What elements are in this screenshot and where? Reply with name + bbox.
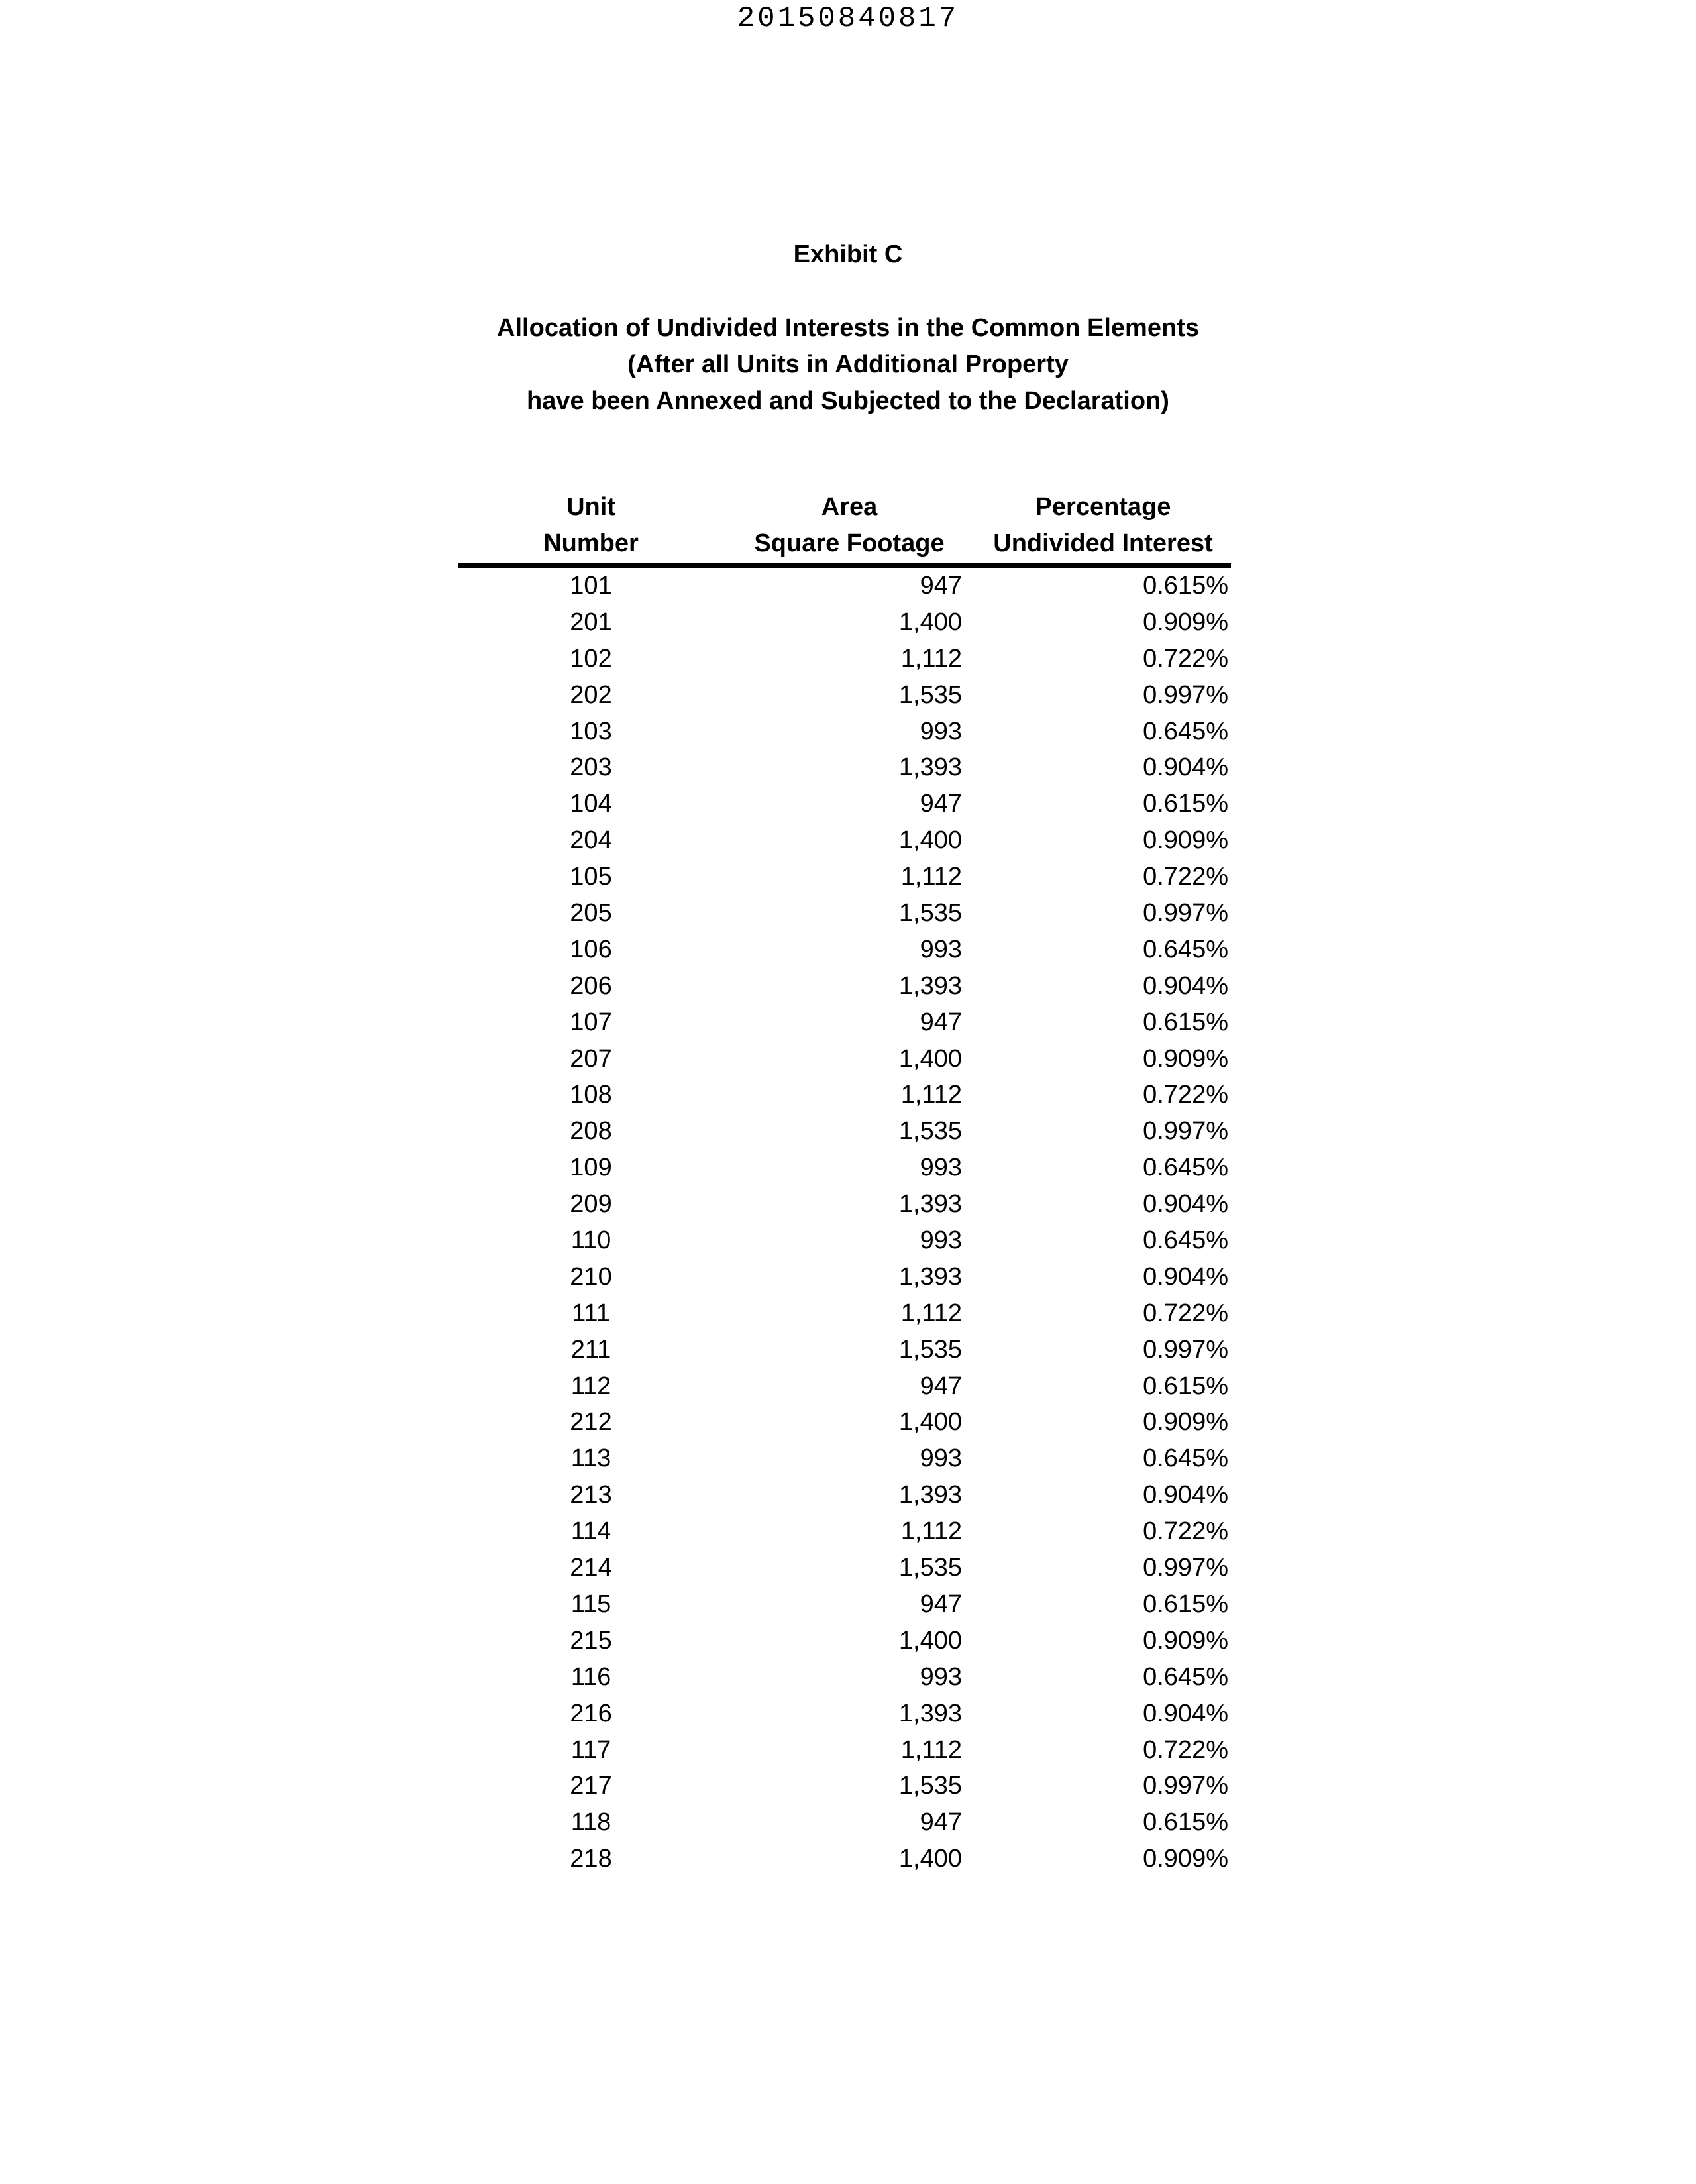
table-row [458, 568, 1231, 604]
header-line: Percentage [1035, 493, 1171, 521]
area-cell: 947 [920, 790, 962, 818]
percentage-cell: 0.909% [1143, 826, 1228, 855]
unit-number-cell: 201 [570, 608, 612, 636]
table-body [458, 568, 1231, 1877]
area-cell: 1,535 [898, 899, 962, 928]
document-number: 20150840817 [737, 2, 959, 35]
area-cell: 1,393 [898, 1190, 962, 1219]
percentage-cell: 0.722% [1143, 644, 1228, 673]
percentage-cell: 0.645% [1143, 1445, 1228, 1473]
unit-number-cell: 213 [570, 1481, 612, 1509]
table-row [458, 1186, 1231, 1223]
table-row [458, 859, 1231, 895]
percentage-cell: 0.909% [1143, 1044, 1228, 1073]
table-row [458, 1005, 1231, 1041]
unit-number-cell: 112 [570, 1372, 611, 1400]
area-cell: 1,400 [898, 1845, 962, 1873]
area-cell: 1,400 [898, 1626, 962, 1655]
table-row [458, 1477, 1231, 1513]
table-row [458, 1332, 1231, 1368]
percentage-cell: 0.997% [1143, 1335, 1228, 1364]
percentage-cell: 0.909% [1143, 1845, 1228, 1873]
percentage-cell: 0.645% [1143, 1154, 1228, 1182]
table-row [458, 1368, 1231, 1405]
table-row [458, 895, 1231, 932]
header-line: Unit [566, 493, 615, 521]
unit-number-cell: 113 [570, 1445, 611, 1473]
area-cell: 1,393 [898, 1262, 962, 1291]
percentage-cell: 0.722% [1143, 1735, 1228, 1764]
area-cell: 1,112 [900, 863, 962, 891]
area-cell: 1,535 [898, 1335, 962, 1364]
area-cell: 1,112 [900, 1299, 962, 1327]
header-area-square-footage [723, 489, 975, 562]
allocation-table [458, 489, 1231, 1877]
percentage-cell: 0.997% [1143, 681, 1228, 709]
area-cell: 947 [920, 1372, 962, 1400]
table-row [458, 1804, 1231, 1841]
unit-number-cell: 209 [570, 1190, 612, 1219]
unit-number-cell: 214 [570, 1554, 612, 1582]
percentage-cell: 0.997% [1143, 1772, 1228, 1800]
unit-number-cell: 117 [570, 1735, 611, 1764]
table-row [458, 786, 1231, 822]
area-cell: 1,535 [898, 1117, 962, 1146]
percentage-cell: 0.615% [1143, 1590, 1228, 1618]
area-cell: 947 [920, 1590, 962, 1618]
table-row [458, 968, 1231, 1005]
area-cell: 1,393 [898, 971, 962, 1000]
unit-number-cell: 115 [570, 1590, 611, 1618]
area-cell: 1,400 [898, 1044, 962, 1073]
unit-number-cell: 105 [570, 863, 612, 891]
table-row [458, 1441, 1231, 1477]
area-cell: 1,112 [900, 1517, 962, 1546]
unit-number-cell: 118 [570, 1808, 611, 1837]
table-row [458, 677, 1231, 714]
unit-number-cell: 108 [570, 1081, 612, 1109]
table-row [458, 1404, 1231, 1441]
unit-number-cell: 114 [570, 1517, 611, 1546]
table-row [458, 1841, 1231, 1877]
unit-number-cell: 216 [570, 1699, 612, 1727]
percentage-cell: 0.904% [1143, 753, 1228, 782]
percentage-cell: 0.645% [1143, 1663, 1228, 1691]
percentage-cell: 0.722% [1143, 863, 1228, 891]
table-row [458, 1513, 1231, 1550]
area-cell: 1,393 [898, 753, 962, 782]
table-row [458, 604, 1231, 641]
unit-number-cell: 109 [570, 1154, 612, 1182]
unit-number-cell: 206 [570, 971, 612, 1000]
area-cell: 1,535 [898, 1772, 962, 1800]
area-cell: 1,400 [898, 826, 962, 855]
area-cell: 1,400 [898, 608, 962, 636]
table-row [458, 1550, 1231, 1586]
percentage-cell: 0.904% [1143, 1699, 1228, 1727]
header-line: Square Footage [754, 529, 945, 557]
percentage-cell: 0.615% [1143, 790, 1228, 818]
unit-number-cell: 103 [570, 717, 612, 745]
percentage-cell: 0.997% [1143, 1117, 1228, 1146]
percentage-cell: 0.615% [1143, 1808, 1228, 1837]
percentage-cell: 0.722% [1143, 1299, 1228, 1327]
table-row [458, 1077, 1231, 1113]
exhibit-title: Exhibit C [793, 241, 903, 268]
unit-number-cell: 212 [570, 1408, 612, 1437]
area-cell: 993 [920, 1663, 962, 1691]
percentage-cell: 0.904% [1143, 1190, 1228, 1219]
unit-number-cell: 218 [570, 1845, 612, 1873]
unit-number-cell: 102 [570, 644, 612, 673]
unit-number-cell: 101 [570, 572, 612, 600]
header-percentage-undivided-interest [975, 489, 1231, 562]
table-row [458, 1295, 1231, 1332]
area-cell: 947 [920, 572, 962, 600]
table-row [458, 749, 1231, 786]
area-cell: 993 [920, 1227, 962, 1255]
area-cell: 1,393 [898, 1481, 962, 1509]
percentage-cell: 0.904% [1143, 1262, 1228, 1291]
percentage-cell: 0.722% [1143, 1081, 1228, 1109]
table-row [458, 1223, 1231, 1259]
header-line: Undivided Interest [993, 529, 1213, 557]
percentage-cell: 0.615% [1143, 1372, 1228, 1400]
unit-number-cell: 217 [570, 1772, 612, 1800]
percentage-cell: 0.909% [1143, 1408, 1228, 1437]
percentage-cell: 0.909% [1143, 1626, 1228, 1655]
table-row [458, 1768, 1231, 1804]
area-cell: 1,112 [900, 644, 962, 673]
unit-number-cell: 110 [570, 1227, 611, 1255]
unit-number-cell: 104 [570, 790, 612, 818]
unit-number-cell: 203 [570, 753, 612, 782]
area-cell: 1,535 [898, 1554, 962, 1582]
unit-number-cell: 205 [570, 899, 612, 928]
unit-number-cell: 116 [570, 1663, 611, 1691]
percentage-cell: 0.909% [1143, 608, 1228, 636]
unit-number-cell: 202 [570, 681, 612, 709]
percentage-cell: 0.645% [1143, 935, 1228, 963]
header-unit-number [458, 489, 723, 562]
table-row [458, 1659, 1231, 1696]
area-cell: 993 [920, 1445, 962, 1473]
area-cell: 1,112 [900, 1735, 962, 1764]
area-cell: 1,112 [900, 1081, 962, 1109]
table-header [458, 489, 1231, 568]
table-row [458, 641, 1231, 677]
unit-number-cell: 208 [570, 1117, 612, 1146]
unit-number-cell: 215 [570, 1626, 612, 1655]
area-cell: 1,535 [898, 681, 962, 709]
percentage-cell: 0.997% [1143, 1554, 1228, 1582]
table-row [458, 714, 1231, 750]
area-cell: 993 [920, 717, 962, 745]
area-cell: 993 [920, 935, 962, 963]
table-row [458, 932, 1231, 968]
heading-line: have been Annexed and Subjected to the Declaration) [527, 387, 1169, 415]
unit-number-cell: 210 [570, 1262, 612, 1291]
area-cell: 1,400 [898, 1408, 962, 1437]
heading-line: (After all Units in Additional Property [627, 351, 1069, 378]
percentage-cell: 0.645% [1143, 717, 1228, 745]
area-cell: 993 [920, 1154, 962, 1182]
unit-number-cell: 211 [570, 1335, 611, 1364]
table-row [458, 1696, 1231, 1732]
table-row [458, 1150, 1231, 1186]
unit-number-cell: 107 [570, 1008, 612, 1036]
heading-line: Allocation of Undivided Interests in the Common Elements [497, 314, 1199, 342]
table-row [458, 1041, 1231, 1077]
percentage-cell: 0.645% [1143, 1227, 1228, 1255]
percentage-cell: 0.904% [1143, 971, 1228, 1000]
header-line: Number [543, 529, 639, 557]
percentage-cell: 0.722% [1143, 1517, 1228, 1546]
table-row [458, 1259, 1231, 1295]
percentage-cell: 0.997% [1143, 899, 1228, 928]
header-line: Area [821, 493, 878, 521]
unit-number-cell: 106 [570, 935, 612, 963]
allocation-heading [0, 310, 1696, 419]
table-row [458, 822, 1231, 859]
unit-number-cell: 204 [570, 826, 612, 855]
area-cell: 947 [920, 1008, 962, 1036]
area-cell: 1,393 [898, 1699, 962, 1727]
percentage-cell: 0.615% [1143, 1008, 1228, 1036]
table-row [458, 1732, 1231, 1769]
unit-number-cell: 111 [572, 1299, 610, 1327]
percentage-cell: 0.615% [1143, 572, 1228, 600]
table-row [458, 1623, 1231, 1659]
table-row [458, 1586, 1231, 1623]
table-row [458, 1113, 1231, 1150]
area-cell: 947 [920, 1808, 962, 1837]
percentage-cell: 0.904% [1143, 1481, 1228, 1509]
unit-number-cell: 207 [570, 1044, 612, 1073]
